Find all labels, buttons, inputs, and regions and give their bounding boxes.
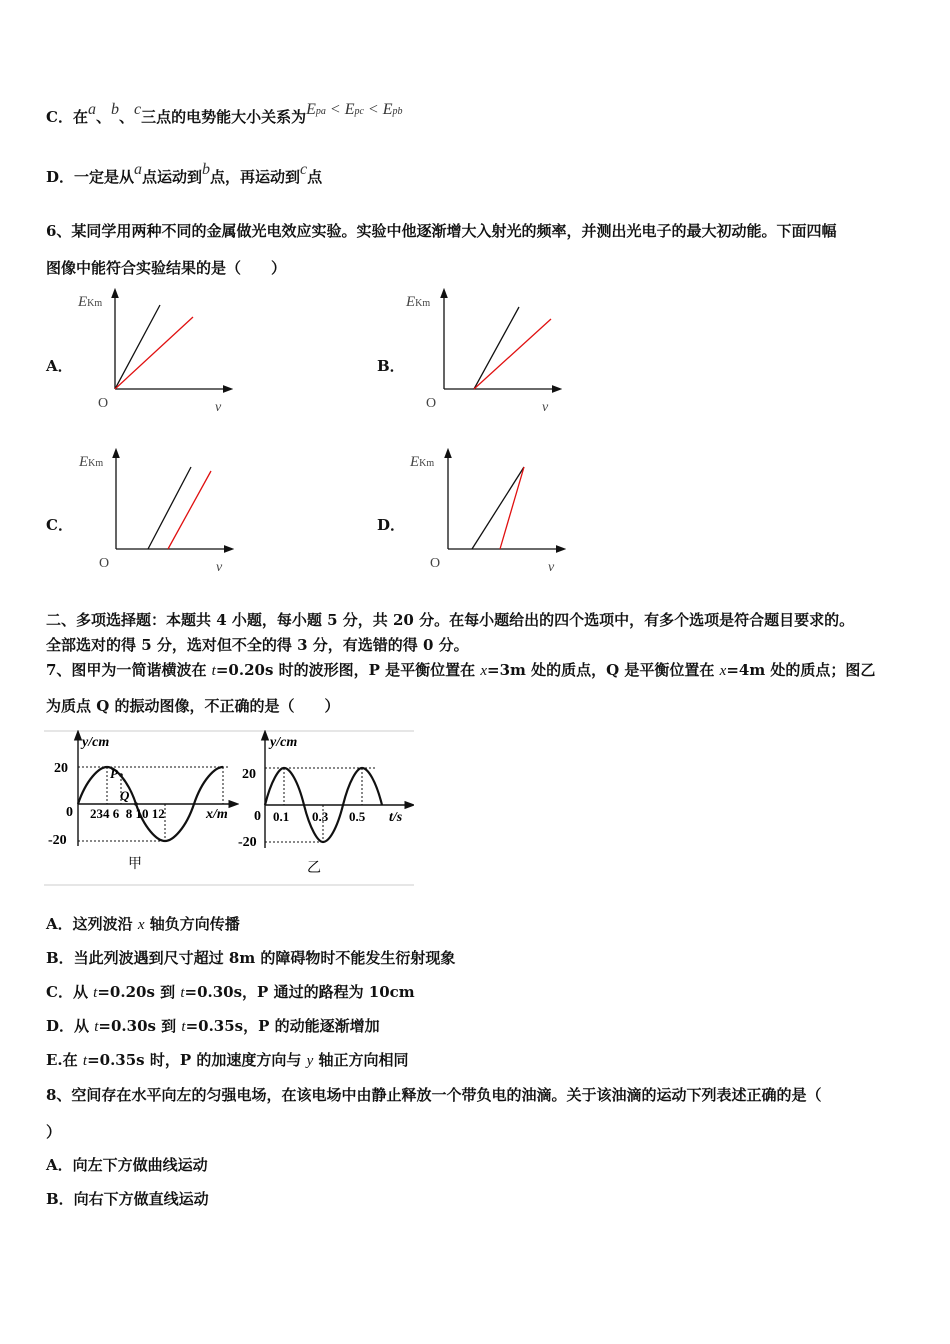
q7-option-d: D．从 t=0.30s 到 t=0.35s，P 的动能逐渐增加 [46, 1017, 380, 1035]
svg-text:0: 0 [66, 805, 73, 820]
q8-stem-line2: ） [46, 1123, 62, 1141]
q6-graph-d [400, 445, 570, 575]
q6-graph-c-label: C． [46, 516, 73, 534]
svg-text:O: O [99, 556, 110, 571]
svg-text:甲: 甲 [128, 857, 142, 872]
section2-line2: 全部选对的得 5 分，选对但不全的得 3 分，有选错的得 0 分。 [46, 636, 469, 654]
svg-text:0.5: 0.5 [349, 809, 366, 824]
q6-graph-d-label: D． [377, 516, 406, 534]
metal-line-black [115, 305, 160, 389]
svg-text:ν: ν [215, 400, 222, 415]
svg-text:234 6 8 10 12: 234 6 8 10 12 [90, 806, 165, 821]
metal-line-black [148, 467, 191, 549]
q6-graph-a [70, 285, 240, 415]
svg-text:0: 0 [254, 809, 261, 824]
q7-option-c: C．从 t=0.20s 到 t=0.30s，P 通过的路程为 10cm [46, 983, 415, 1001]
q5-option-c: C．在a、b、c三点的电势能大小关系为Epa < Epc < Epb [46, 101, 403, 126]
q8-option-a: A．向左下方做曲线运动 [46, 1156, 208, 1174]
metal-line-red [115, 317, 193, 389]
q7-option-e: E.在 t=0.35s 时，P 的加速度方向与 y 轴正方向相同 [46, 1051, 409, 1069]
svg-text:EKm: EKm [410, 454, 435, 470]
q6-graph-b-label: B． [377, 357, 405, 375]
q6-stem-line2: 图像中能符合实验结果的是（ ） [46, 259, 287, 277]
svg-text:ν: ν [548, 560, 555, 575]
svg-text:乙: 乙 [307, 861, 321, 876]
metal-line-black [472, 467, 524, 549]
q8-option-b: B．向右下方做直线运动 [46, 1190, 209, 1208]
q7-option-b: B．当此列波遇到尺寸超过 8m 的障碍物时不能发生衍射现象 [46, 949, 456, 967]
q6-graph-a-label: A． [46, 357, 73, 375]
point-p [119, 773, 123, 777]
svg-text:-20: -20 [238, 835, 257, 850]
metal-line-black [474, 307, 519, 389]
svg-text:O: O [430, 556, 441, 571]
svg-text:Q: Q [120, 788, 130, 803]
metal-line-red [500, 467, 524, 549]
metal-line-red [168, 471, 211, 549]
svg-text:EKm: EKm [79, 454, 104, 470]
svg-text:P: P [110, 766, 118, 781]
q6-graph-c [70, 445, 240, 575]
q7-figure-wave [44, 730, 239, 886]
svg-text:-20: -20 [48, 833, 67, 848]
q7-option-a: A．这列波沿 x 轴负方向传播 [46, 915, 240, 933]
q5-option-d: D．一定是从a点运动到b点，再运动到c点 [46, 161, 323, 186]
svg-text:ν: ν [216, 560, 223, 575]
q8-stem-line1: 8、空间存在水平向左的匀强电场，在该电场中由静止释放一个带负电的油滴。关于该油滴的运动下列表述正确的是（ [46, 1086, 822, 1104]
svg-text:20: 20 [242, 767, 256, 782]
svg-text:t/s: t/s [389, 810, 403, 825]
svg-text:y/cm: y/cm [270, 735, 298, 750]
svg-text:O: O [426, 396, 437, 411]
q7-stem-line2: 为质点 Q 的振动图像，不正确的是（ ） [46, 697, 340, 715]
svg-text:O: O [98, 396, 109, 411]
svg-text:20: 20 [54, 761, 68, 776]
svg-text:0.3: 0.3 [312, 809, 329, 824]
svg-text:x/m: x/m [206, 807, 228, 822]
section2-line1: 二、多项选择题：本题共 4 小题，每小题 5 分，共 20 分。在每小题给出的四个选项中，有多个选项是符合题目要求的。 [46, 611, 855, 629]
svg-text:ν: ν [542, 400, 549, 415]
q6-graph-b [400, 285, 570, 415]
svg-text:EKm: EKm [406, 294, 431, 310]
svg-text:0.1: 0.1 [273, 809, 290, 824]
svg-text:y/cm: y/cm [82, 735, 110, 750]
metal-line-red [474, 319, 551, 389]
q7-figure-vibration [236, 730, 414, 886]
svg-text:EKm: EKm [78, 294, 103, 310]
q6-stem-line1: 6、某同学用两种不同的金属做光电效应实验。实验中他逐渐增大入射光的频率，并测出光电子的最大初动能。下面四幅 [46, 222, 837, 240]
q7-stem-line1: 7、图甲为一简谐横波在 t=0.20s 时的波形图，P 是平衡位置在 x=3m 处的质点，Q 是平衡位置在 x=4m 处的质点；图乙 [46, 661, 876, 679]
